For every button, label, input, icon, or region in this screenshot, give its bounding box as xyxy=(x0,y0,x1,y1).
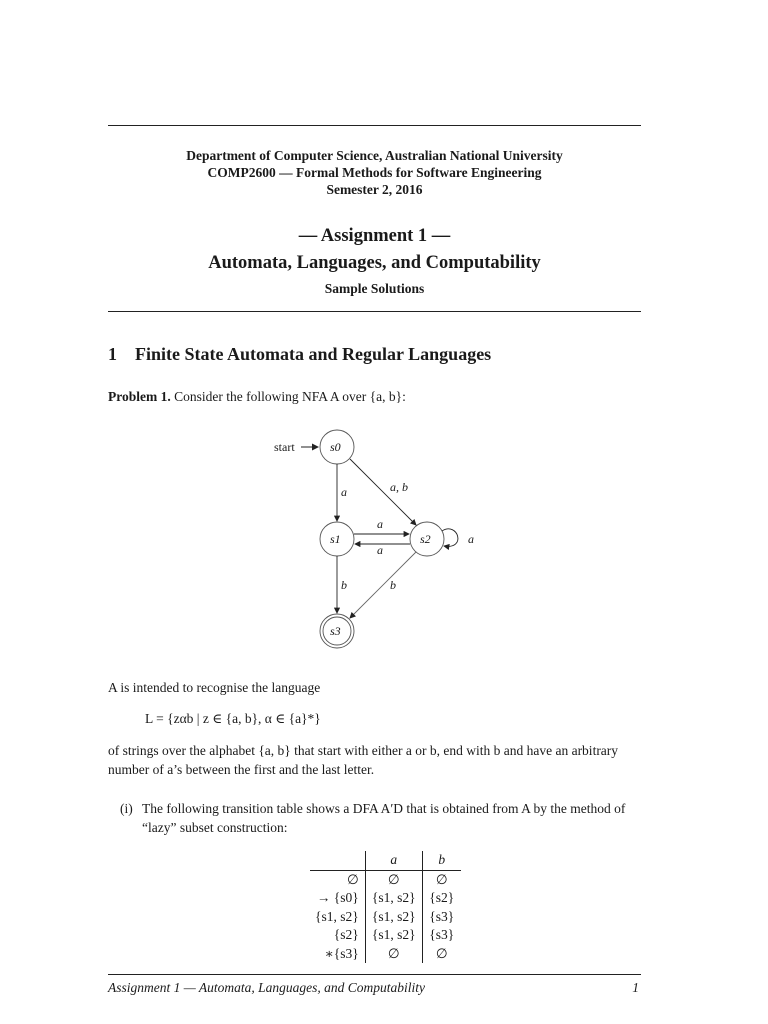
table-header-cell xyxy=(310,851,365,870)
state-s0-label: s0 xyxy=(330,440,341,454)
table-cell: {s1, s2} xyxy=(365,908,422,927)
table-cell: {s2} xyxy=(422,889,461,908)
bottom-header-rule xyxy=(108,311,641,312)
table-row xyxy=(310,889,461,908)
transition-table xyxy=(310,851,461,963)
language-description: of strings over the alphabet {a, b} that start with either a or b, end with b and have an arbitrary number of a’s between the first and the last letter. xyxy=(108,743,619,777)
table-row xyxy=(310,926,461,945)
table-cell: {s1, s2} xyxy=(365,889,422,908)
assignment-subject: Automata, Languages, and Computability xyxy=(208,253,541,273)
solutions-subtitle: Sample Solutions xyxy=(324,281,425,296)
section-number: 1 xyxy=(108,344,117,364)
table-cell: {s2} xyxy=(333,927,359,942)
language-formula: L = {zαb | z ∈ {a, b}, α ∈ {a}*} xyxy=(145,711,321,726)
header-block xyxy=(108,147,641,198)
assignment-title: — Assignment 1 — xyxy=(298,226,451,246)
item-i-marker: (i) xyxy=(120,801,133,816)
table-cell: {s1, s2} xyxy=(315,908,359,924)
table-header-row xyxy=(310,851,461,870)
nfa-diagram xyxy=(255,420,495,650)
department-line: Department of Computer Science, Australian National University xyxy=(186,148,563,163)
table-cell: ∅ xyxy=(365,945,422,964)
item-i-text: The following transition table shows a DFA A′D that is obtained from A by the method of “lazy” subset construction: xyxy=(142,801,626,835)
table-cell: {s3} xyxy=(422,908,461,927)
table-cell: ∗{s3} xyxy=(324,945,359,961)
problem-statement xyxy=(108,387,643,406)
table-row xyxy=(310,945,461,964)
edge-s0-s2-label: a, b xyxy=(390,480,408,494)
footer-rule xyxy=(108,974,641,975)
table-cell: ∅ xyxy=(346,871,359,887)
edge-s2-self-label: a xyxy=(468,532,474,546)
table-row xyxy=(310,908,461,927)
state-s1-label: s1 xyxy=(330,532,341,546)
table-cell: {s3} xyxy=(422,926,461,945)
edge-s2-s1-label: a xyxy=(377,543,383,557)
top-rule xyxy=(108,125,641,126)
table-header-cell: b xyxy=(422,851,461,870)
state-s2-label: s2 xyxy=(420,532,431,546)
table-row xyxy=(310,870,461,889)
table-cell: ∅ xyxy=(422,945,461,964)
table-cell: → {s0} xyxy=(316,890,359,905)
edge-s1-s3-label: b xyxy=(341,578,347,592)
section-heading xyxy=(108,344,491,365)
page-number: 1 xyxy=(632,980,639,995)
semester-line: Semester 2, 2016 xyxy=(326,182,423,197)
page-footer xyxy=(108,980,641,996)
table-cell: {s1, s2} xyxy=(365,926,422,945)
table-cell: ∅ xyxy=(365,870,422,889)
problem-text: Consider the following NFA A over {a, b}: xyxy=(170,389,406,404)
table-header-cell: a xyxy=(365,851,422,870)
edge-s2-s3-label: b xyxy=(390,578,396,592)
section-title: Finite State Automata and Regular Languages xyxy=(135,344,492,364)
edge-s0-s1-label: a xyxy=(341,485,347,499)
problem-label: Problem 1. xyxy=(108,389,171,404)
language-intro: A is intended to recognise the language xyxy=(108,680,321,695)
edge-s1-s2-label: a xyxy=(377,517,383,531)
edge-s2-s3 xyxy=(350,552,416,618)
state-s3-label: s3 xyxy=(330,624,341,638)
table-cell: ∅ xyxy=(422,870,461,889)
item-i xyxy=(120,799,645,837)
start-label: start xyxy=(274,440,295,454)
title-block xyxy=(108,224,641,300)
course-line: COMP2600 — Formal Methods for Software Engineering xyxy=(207,165,542,180)
footer-title: Assignment 1 — Automata, Languages, and Computability xyxy=(108,980,426,995)
